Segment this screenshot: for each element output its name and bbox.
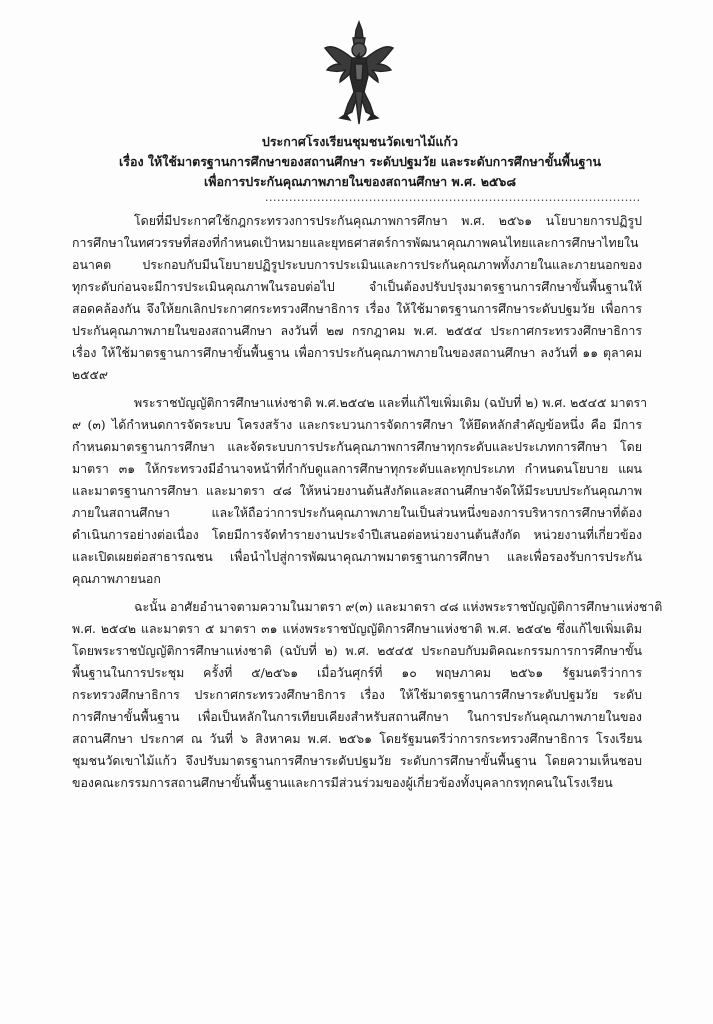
paragraph-line: มาตรา ๓๑ ให้กระทรวงมีอำนาจหน้าที่กำกับดูแลการศึกษาทุกระดับและทุกประเภท กำหนดนโยบาย แผน (72, 461, 642, 476)
announcement-subject-continued: เพื่อการประกันคุณภาพภายในของสถานศึกษา พ.ศ. ๒๕๖๘ (203, 174, 517, 189)
paragraph-line: กำหนดมาตรฐานการศึกษา และจัดระบบการประกันคุณภาพการศึกษาทุกระดับและประเภทการศึกษา โดย (72, 439, 642, 454)
paragraph-line: พื้นฐานในการประชุม ครั้งที่ ๕/๒๕๖๑ เมื่อวันศุกร์ที่ ๑๐ พฤษภาคม ๒๕๖๑ รัฐมนตรีว่าการ (72, 665, 642, 680)
paragraph-line: พ.ศ. ๒๕๔๒ และมาตรา ๕ มาตรา ๓๑ แห่งพระราชบัญญัติการศึกษาแห่งชาติ พ.ศ. ๒๕๔๒ ซึ่งแก้ไขเพิ่มเติม (72, 621, 642, 636)
title-separator: .............................................................................................. (265, 191, 641, 204)
paragraph-line: และมาตรฐานการศึกษา และมาตรา ๔๘ ให้หน่วยงานต้นสังกัดและสถานศึกษาจัดให้มีระบบประกันคุณภาพ (72, 483, 642, 498)
paragraph-line: ฉะนั้น อาศัยอำนาจตามความในมาตรา ๙(๓) และมาตรา ๔๘ แห่งพระราชบัญญัติการศึกษาแห่งชาติ (134, 599, 663, 614)
garuda-emblem-icon (322, 20, 396, 126)
paragraph-line: ๙ (๓) ได้กำหนดการจัดระบบ โครงสร้าง และกระบวนการจัดการศึกษา ให้ยึดหลักสำคัญข้อหนึ่ง คือ มีการ (72, 417, 642, 432)
paragraph-line: สอดคล้องกัน จึงให้ยกเลิกประกาศกระทรวงศึกษาธิการ เรื่อง ให้ใช้มาตรฐานการศึกษาระดับปฐมวัย เพื่อการ (72, 301, 642, 316)
paragraph-line: ภายในสถานศึกษา และให้ถือว่าการประกันคุณภาพภายในเป็นส่วนหนึ่งของการบริหารการศึกษาที่ต้อง (72, 505, 642, 520)
paragraph-3 (72, 596, 663, 794)
paragraph-line: ของคณะกรรมการสถานศึกษาขั้นพื้นฐานและการมีส่วนร่วมของผู้เกี่ยวข้องทั้งบุคลากรทุกคนในโรงเรียน (72, 775, 613, 790)
paragraph-line: ทุกระดับก่อนจะมีการประเมินคุณภาพในรอบต่อไป จำเป็นต้องปรับปรุงมาตรฐานการศึกษาขั้นพื้นฐานให้ (72, 279, 642, 294)
paragraph-line: อนาคต ประกอบกับมีนโยบายปฏิรูประบบการประเมินและการประกันคุณภาพทั้งภายในและภายนอกของ (72, 257, 642, 272)
paragraph-line: โดยพระราชบัญญัติการศึกษาแห่งชาติ (ฉบับที่ ๒) พ.ศ. ๒๕๔๕ ประกอบกับมติคณะกรรมการการศึกษาขั้น (72, 643, 642, 658)
paragraph-line: พระราชบัญญัติการศึกษาแห่งชาติ พ.ศ.๒๕๔๒ และที่แก้ไขเพิ่มเติม (ฉบับที่ ๒) พ.ศ. ๒๕๔๕ มาตรา (134, 395, 648, 410)
paragraph-line: และเปิดเผยต่อสาธารณชน เพื่อนำไปสู่การพัฒนาคุณภาพมาตรฐานการศึกษา และเพื่อรองรับการประกัน (72, 549, 642, 564)
paragraph-line: เรื่อง ให้ใช้มาตรฐานการศึกษาขั้นพื้นฐาน เพื่อการประกันคุณภาพภายในของสถานศึกษา ลงวันที่ ๑๑ ตุลาคม (72, 345, 642, 360)
document-body (72, 210, 663, 800)
paragraph-line: การศึกษาขั้นพื้นฐาน เพื่อเป็นหลักในการเทียบเคียงสำหรับสถานศึกษา ในการประกันคุณภาพภายในของ (72, 709, 642, 724)
paragraph-line: ดำเนินการอย่างต่อเนื่อง โดยมีการจัดทำรายงานประจำปีเสนอต่อหน่วยงานต้นสังกัด หน่วยงานที่เกี่ยวข้อง (72, 527, 642, 542)
paragraph-line: โดยที่มีประกาศใช้กฎกระทรวงการประกันคุณภาพการศึกษา พ.ศ. ๒๕๖๑ นโยบายการปฏิรูป (134, 213, 642, 228)
announcement-title: ประกาศโรงเรียนชุมชนวัดเขาไม้แก้ว (261, 134, 459, 149)
paragraph-line: ๒๕๕๙ (72, 367, 108, 382)
paragraph-line: สถานศึกษา ประกาศ ณ วันที่ ๖ สิงหาคม พ.ศ. ๒๕๖๑ โดยรัฐมนตรีว่าการกระทรวงศึกษาธิการ โรงเรียน (72, 731, 642, 746)
paragraph-line: ประกันคุณภาพภายในของสถานศึกษา ลงวันที่ ๒๗ กรกฎาคม พ.ศ. ๒๕๕๔ ประกาศกระทรวงศึกษาธิการ (72, 323, 642, 338)
paragraph-1 (72, 210, 642, 386)
paragraph-line: กระทรวงศึกษาธิการ ประกาศกระทรวงศึกษาธิการ เรื่อง ให้ใช้มาตรฐานการศึกษาระดับปฐมวัย ระดับ (72, 687, 642, 702)
paragraph-line: การศึกษาในทศวรรษที่สองที่กำหนดเป้าหมายและยุทธศาสตร์การพัฒนาคุณภาพคนไทยและการศึกษาไทยใน (72, 235, 639, 250)
paragraph-2 (72, 392, 648, 590)
paragraph-line: ชุมชนวัดเขาไม้แก้ว จึงปรับมาตรฐานการศึกษาระดับปฐมวัย ระดับการศึกษาขั้นพื้นฐาน โดยความเห็นชอบ (72, 753, 642, 768)
paragraph-line: คุณภาพภายนอก (72, 571, 161, 586)
announcement-subject: เรื่อง ให้ใช้มาตรฐานการศึกษาของสถานศึกษา ระดับปฐมวัย และระดับการศึกษาขั้นพื้นฐาน (118, 154, 602, 169)
